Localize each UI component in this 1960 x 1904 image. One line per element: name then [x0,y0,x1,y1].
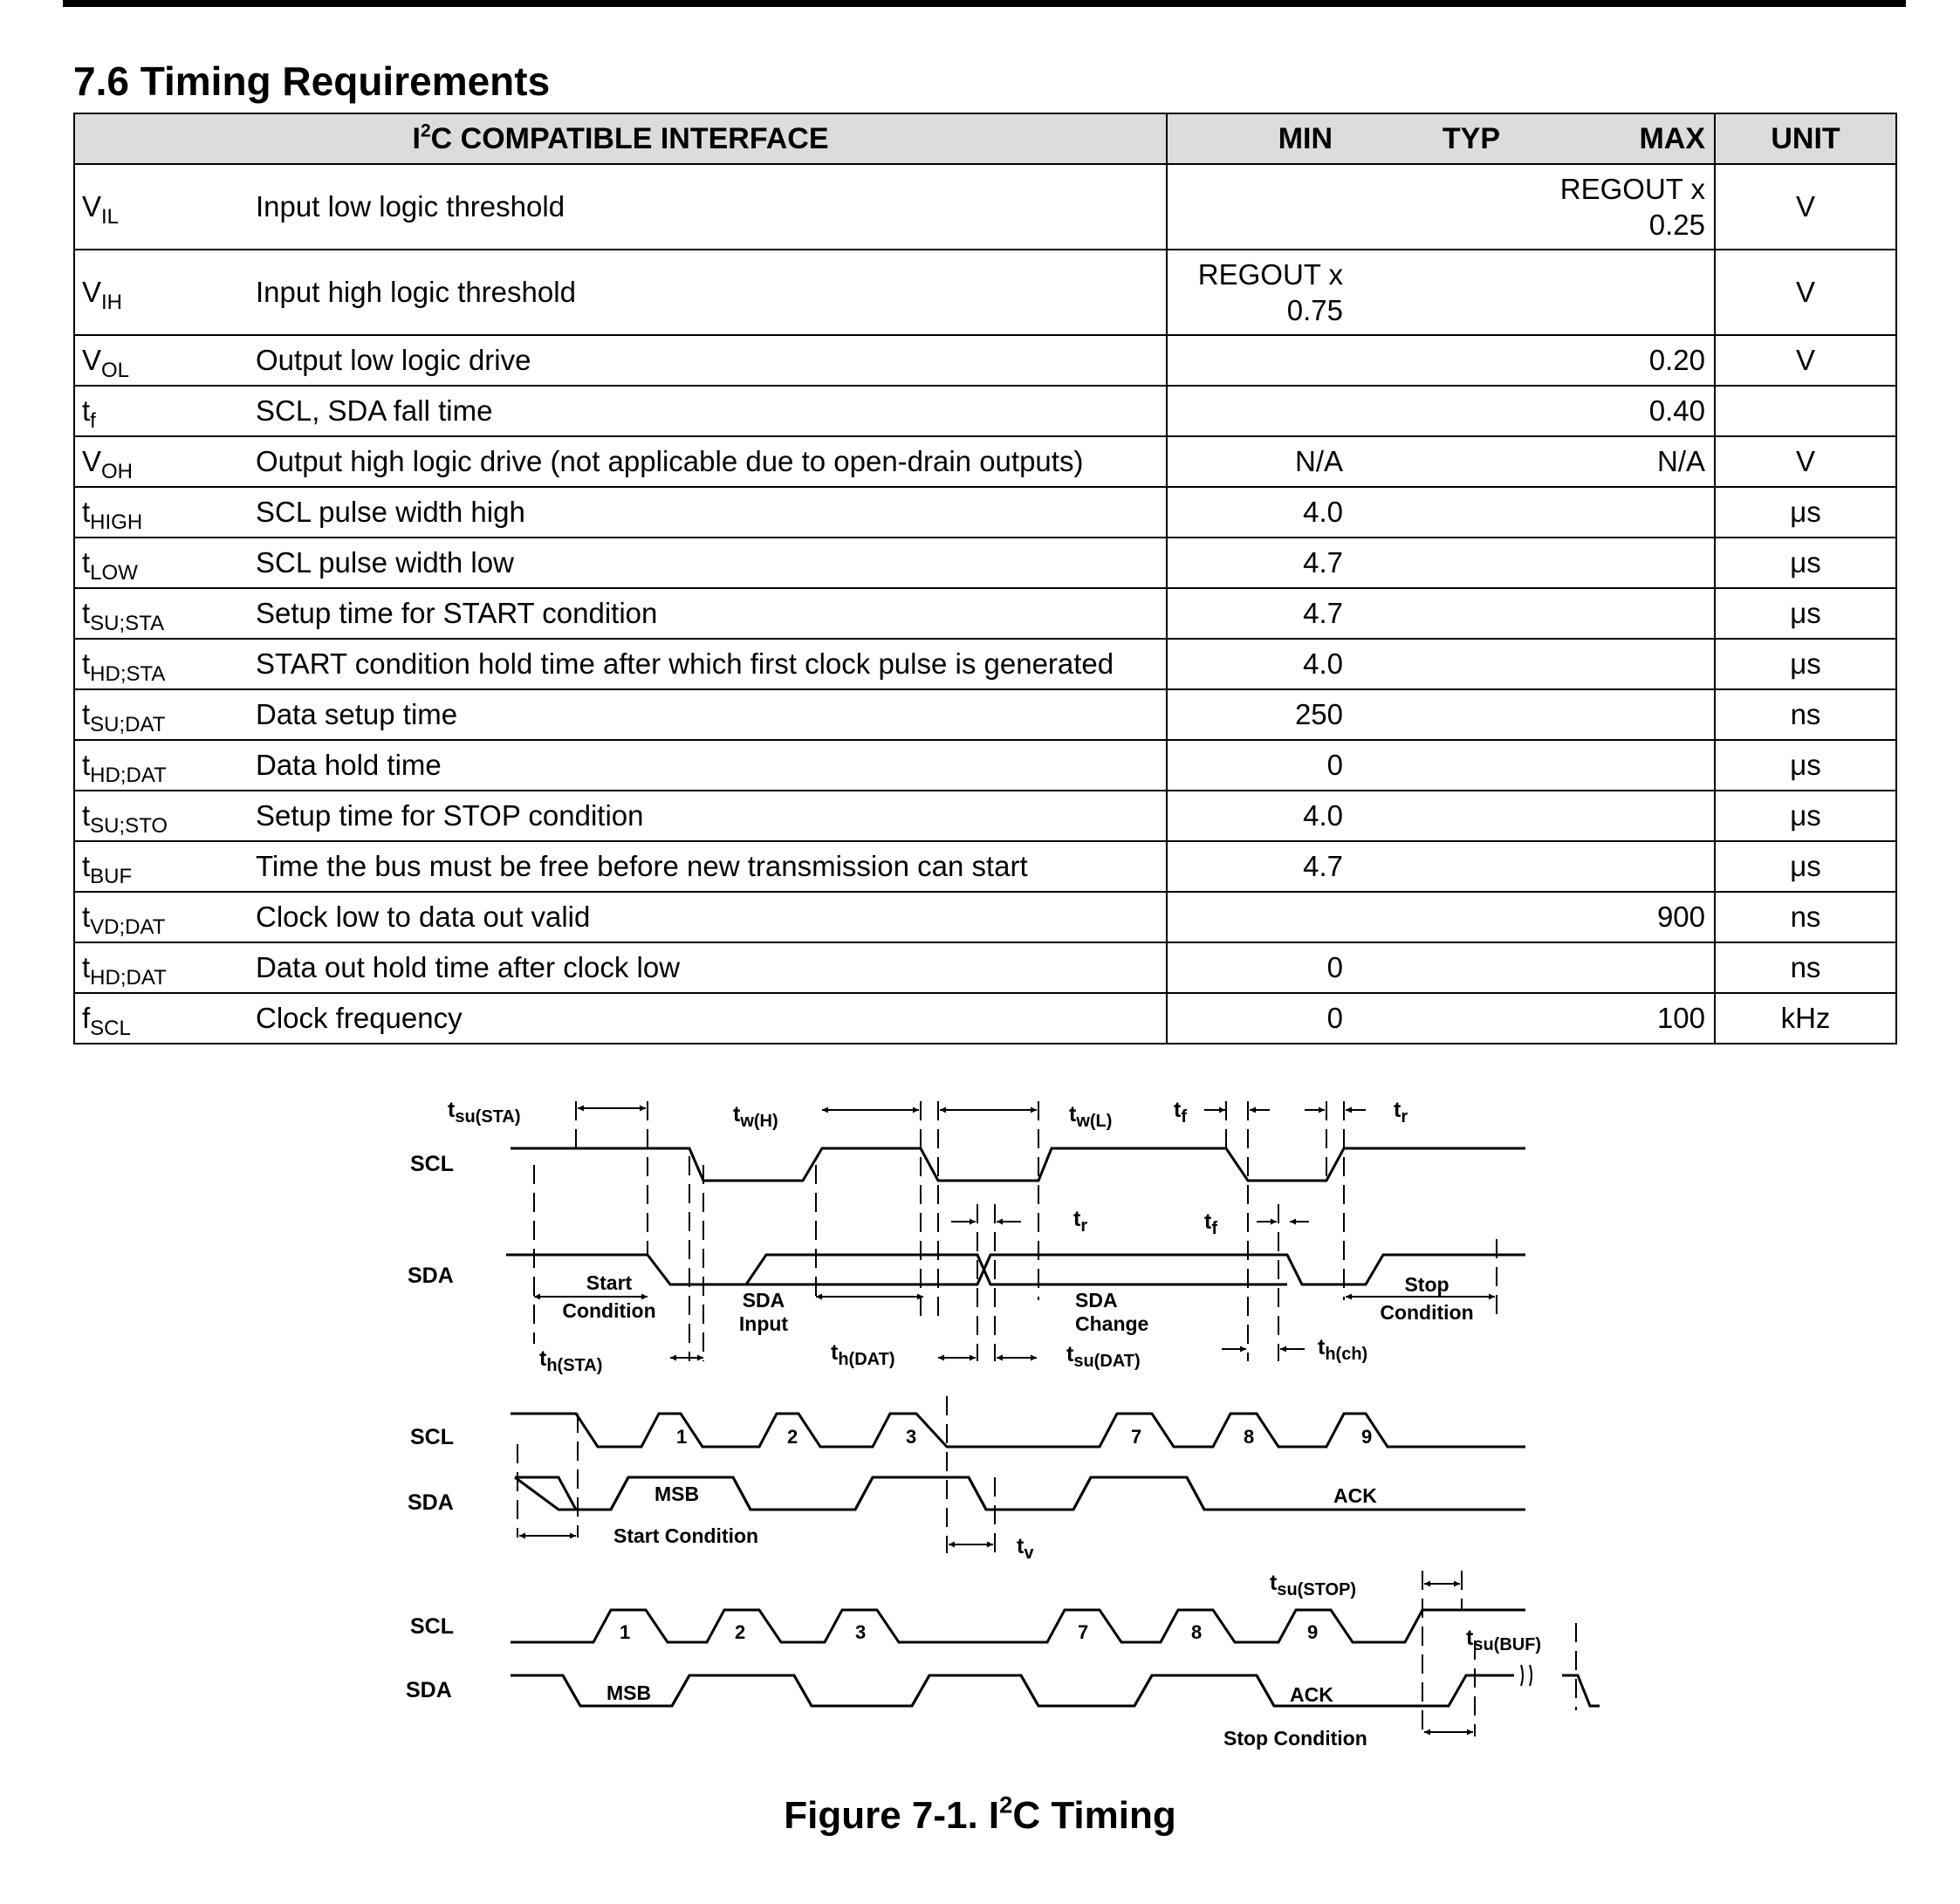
bit-3-d2: 3 [906,1426,917,1448]
param-max: 0.40 [1532,386,1715,436]
table-row [74,689,1896,740]
table-row [74,164,1896,250]
param-min: 4.7 [1167,538,1352,588]
bit-1-d2: 1 [676,1426,688,1448]
section-title: 7.6 Timing Requirements [73,58,551,104]
sda-waveform-3-high [563,1675,1274,1706]
param-description: Output high logic drive (not applicable due to open-drain outputs) [256,436,1167,487]
param-min: 0 [1167,740,1352,791]
param-description: Clock frequency [256,993,1167,1044]
param-unit: V [1715,335,1896,386]
bit-8-d2: 8 [1244,1426,1255,1448]
break-symbol [1521,1665,1532,1686]
label-stop-condition-d3: Stop Condition [1223,1727,1367,1750]
table-row [74,993,1896,1044]
label-start-condition-d2: Start Condition [613,1524,759,1547]
param-max [1532,740,1715,791]
bit-1-d3: 1 [620,1621,631,1643]
label-t-r-2: $t_r$ [1073,1207,1088,1236]
bit-3-d3: 3 [855,1621,867,1643]
label-t-h-ch: $t_{h(ch)}$ [1318,1335,1368,1364]
param-typ [1352,386,1532,436]
param-symbol: $V_{OL}$ [74,335,256,386]
label-t-v: $t_v$ [1017,1534,1034,1563]
label-sda-1: SDA [408,1264,454,1288]
param-max [1532,250,1715,335]
param-min: 0 [1167,942,1352,993]
param-max: 100 [1532,993,1715,1044]
table-header-row [74,113,1896,164]
param-description: SCL pulse width high [256,487,1167,538]
table-row [74,892,1896,942]
param-min: 0 [1167,993,1352,1044]
param-description: START condition hold time after which first clock pulse is generated [256,639,1167,689]
param-min: 4.0 [1167,639,1352,689]
timing-requirements-table [73,113,1897,1044]
param-description: Input high logic threshold [256,250,1167,335]
label-t-su-buf: $t_{su(BUF)}$ [1466,1626,1542,1654]
label-sda-2: SDA [408,1490,454,1515]
param-symbol: $t_{HD;STA}$ [74,639,256,689]
label-t-w-l: $t_{w(L)}$ [1069,1102,1113,1131]
label-stop-condition: Condition [1380,1301,1474,1324]
sda-waveform-1-high [746,1255,1287,1284]
param-unit: μs [1715,639,1896,689]
param-description: Clock low to data out valid [256,892,1167,942]
param-typ [1352,639,1532,689]
table-row [74,250,1896,335]
top-rule [63,0,1906,7]
param-symbol: $t_{BUF}$ [74,841,256,892]
table-row [74,791,1896,841]
param-symbol: $t_{HD;DAT}$ [74,942,256,993]
label-sda-change-2: Change [1075,1312,1149,1335]
param-min: 4.0 [1167,487,1352,538]
param-unit: μs [1715,538,1896,588]
param-max [1532,639,1715,689]
param-min [1167,335,1352,386]
param-min: 250 [1167,689,1352,740]
param-typ [1352,993,1532,1044]
label-stop: Stop [1404,1273,1449,1296]
i2c-timing-diagram [0,1065,1960,1832]
param-symbol: $t_{LOW}$ [74,538,256,588]
param-typ [1352,689,1532,740]
param-unit: V [1715,250,1896,335]
bit-7-d3: 7 [1078,1621,1089,1643]
param-typ [1352,942,1532,993]
table-row [74,386,1896,436]
label-sda-input-1: SDA [742,1289,785,1312]
table-row [74,942,1896,993]
param-typ [1352,791,1532,841]
header-interface: $I^2C$ COMPATIBLE INTERFACE [74,113,1167,164]
bit-2-d2: 2 [787,1426,798,1448]
sda-waveform-2-high [515,1477,1309,1510]
param-symbol: $f_{SCL}$ [74,993,256,1044]
param-min: 4.7 [1167,588,1352,639]
param-unit: μs [1715,740,1896,791]
param-symbol: $t_{SU;STA}$ [74,588,256,639]
param-symbol: $t_{HD;DAT}$ [74,740,256,791]
bit-2-d3: 2 [735,1621,746,1643]
param-typ [1352,164,1532,250]
param-max: 0.20 [1532,335,1715,386]
param-unit: μs [1715,588,1896,639]
param-unit: μs [1715,487,1896,538]
header-max: MAX [1532,113,1715,164]
label-t-su-sta: $t_{su(STA)}$ [448,1098,521,1127]
dimension-arrows-1 [534,1108,1495,1358]
label-t-h-sta: $t_{h(STA)}$ [539,1346,603,1375]
param-unit: μs [1715,791,1896,841]
param-min: N/A [1167,436,1352,487]
param-description: SCL, SDA fall time [256,386,1167,436]
param-max [1532,689,1715,740]
label-ack-d3: ACK [1290,1683,1333,1706]
table-row [74,639,1896,689]
label-start: Start [586,1271,633,1294]
waveform-lines [506,1101,1600,1736]
sda-waveform-3-low [511,1675,1514,1706]
param-max [1532,942,1715,993]
label-t-su-dat: $t_{su(DAT)}$ [1066,1342,1141,1371]
label-t-w-h: $t_{w(H)}$ [733,1102,778,1131]
label-sda-change-1: SDA [1075,1289,1118,1312]
label-t-f-1: $t_f$ [1174,1098,1187,1127]
param-description: Data hold time [256,740,1167,791]
scl-waveform-1 [511,1148,1525,1181]
label-t-f-2: $t_f$ [1204,1209,1217,1238]
param-typ [1352,487,1532,538]
param-min [1167,164,1352,250]
param-typ [1352,892,1532,942]
label-msb-d3: MSB [607,1681,652,1704]
param-unit: ns [1715,942,1896,993]
param-min [1167,386,1352,436]
bit-9-d2: 9 [1361,1426,1373,1448]
header-unit: UNIT [1715,113,1896,164]
param-unit: ns [1715,689,1896,740]
table-row [74,436,1896,487]
param-unit: V [1715,436,1896,487]
param-max: REGOUT x 0.25 [1532,164,1715,250]
param-typ [1352,335,1532,386]
param-typ [1352,588,1532,639]
label-t-h-dat: $t_{h(DAT)}$ [831,1340,895,1369]
param-min [1167,892,1352,942]
label-t-r-1: $t_r$ [1394,1098,1408,1127]
param-description: Time the bus must be free before new transmission can start [256,841,1167,892]
param-description: Data setup time [256,689,1167,740]
param-max [1532,588,1715,639]
param-symbol: $V_{OH}$ [74,436,256,487]
inward-arrows-1 [951,1110,1366,1349]
label-scl-2: SCL [410,1425,454,1449]
param-symbol: $t_{HIGH}$ [74,487,256,538]
label-t-su-stop: $t_{su(STOP)}$ [1270,1571,1357,1599]
param-typ [1352,436,1532,487]
param-min: REGOUT x 0.75 [1167,250,1352,335]
param-max: N/A [1532,436,1715,487]
sda-waveform-1-low [506,1255,1525,1284]
param-symbol: $V_{IH}$ [74,250,256,335]
param-symbol: $t_f$ [74,386,256,436]
table-row [74,538,1896,588]
param-min: 4.0 [1167,791,1352,841]
param-typ [1352,250,1532,335]
scl-waveform-2 [511,1414,1525,1447]
param-description: Input low logic threshold [256,164,1167,250]
param-description: Setup time for STOP condition [256,791,1167,841]
label-start-condition: Condition [562,1299,656,1322]
param-unit [1715,386,1896,436]
param-max [1532,841,1715,892]
table-row [74,335,1896,386]
figure-caption: Figure 7-1. $I^2C$ Timing [784,1791,1176,1837]
param-max [1532,538,1715,588]
bit-9-d3: 9 [1307,1621,1319,1643]
param-max [1532,487,1715,538]
table-row [74,841,1896,892]
table-row [74,588,1896,639]
param-unit: ns [1715,892,1896,942]
label-msb-d2: MSB [654,1483,700,1505]
bit-8-d3: 8 [1191,1621,1203,1643]
param-max [1532,791,1715,841]
param-symbol: $V_{IL}$ [74,164,256,250]
guide-lines-1 [534,1101,1497,1361]
scl-waveform-3 [511,1610,1525,1642]
param-max: 900 [1532,892,1715,942]
label-scl-3: SCL [410,1614,454,1639]
param-description: Data out hold time after clock low [256,942,1167,993]
label-sda-3: SDA [406,1678,452,1702]
label-ack-d2: ACK [1333,1484,1377,1507]
param-unit: kHz [1715,993,1896,1044]
param-description: Setup time for START condition [256,588,1167,639]
label-scl-1: SCL [410,1152,454,1176]
param-symbol: $t_{SU;STO}$ [74,791,256,841]
bit-7-d2: 7 [1131,1426,1142,1448]
table-row [74,740,1896,791]
table-row [74,487,1896,538]
header-min: MIN [1167,113,1352,164]
param-unit: V [1715,164,1896,250]
param-symbol: $t_{SU;DAT}$ [74,689,256,740]
param-description: SCL pulse width low [256,538,1167,588]
param-unit: μs [1715,841,1896,892]
param-typ [1352,538,1532,588]
param-description: Output low logic drive [256,335,1167,386]
param-typ [1352,841,1532,892]
header-typ: TYP [1352,113,1532,164]
param-symbol: $t_{VD;DAT}$ [74,892,256,942]
label-sda-input-2: Input [738,1312,789,1335]
param-min: 4.7 [1167,841,1352,892]
param-typ [1352,740,1532,791]
